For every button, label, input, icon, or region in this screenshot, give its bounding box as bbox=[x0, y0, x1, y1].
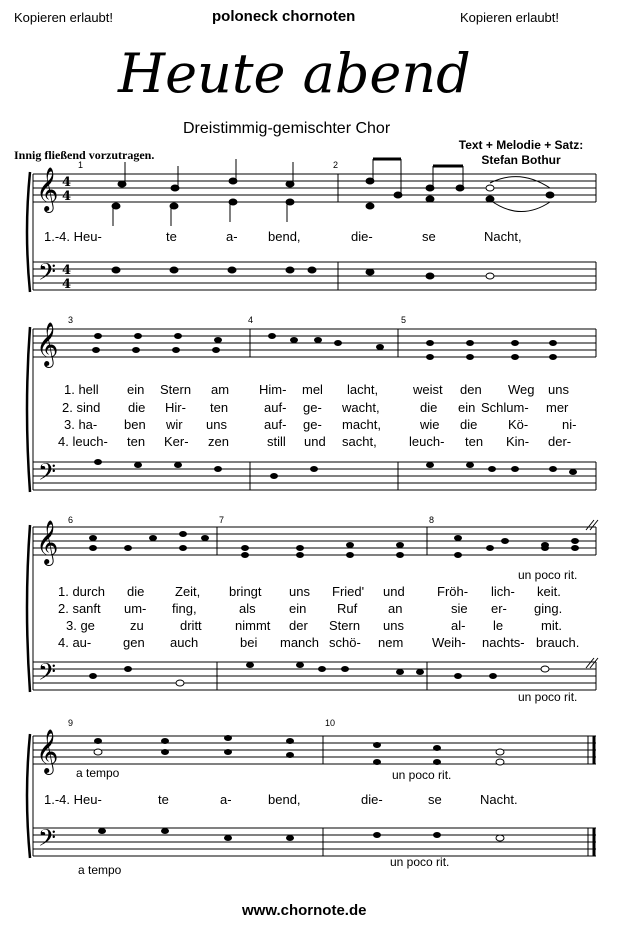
lyric-syllable: mit. bbox=[541, 618, 562, 633]
lyric-syllable: sacht, bbox=[342, 434, 377, 449]
lyric-syllable: an bbox=[388, 601, 403, 616]
lyric-syllable: die- bbox=[351, 229, 373, 244]
lyric-syllable: die bbox=[420, 400, 438, 415]
lyric-syllable: ten bbox=[465, 434, 484, 449]
lyric-syllable: te bbox=[166, 229, 177, 244]
svg-text:𝄢: 𝄢 bbox=[38, 658, 57, 691]
bar-number: 9 bbox=[68, 718, 74, 728]
svg-text:𝄞: 𝄞 bbox=[36, 322, 59, 366]
svg-text:𝄢: 𝄢 bbox=[38, 258, 57, 291]
tempo-marking: Innig fließend vorzutragen. bbox=[14, 148, 155, 162]
lyric-syllable: ein bbox=[458, 400, 476, 415]
lyric-syllable: wir bbox=[166, 417, 183, 432]
lyric-syllable: Fried' bbox=[332, 584, 365, 599]
svg-text:𝄢: 𝄢 bbox=[38, 824, 57, 857]
lyric-syllable: se bbox=[428, 792, 442, 807]
lyric-syllable: schö- bbox=[329, 635, 361, 650]
lyric-syllable: die- bbox=[361, 792, 383, 807]
lyric-syllable: Kin- bbox=[506, 434, 530, 449]
svg-text:𝄞: 𝄞 bbox=[36, 729, 59, 773]
bar-number: 5 bbox=[401, 315, 407, 325]
bar-number: 4 bbox=[248, 315, 254, 325]
lyric-syllable: leuch- bbox=[409, 434, 445, 449]
lyric-syllable: Weg bbox=[508, 382, 535, 397]
lyric-syllable: die bbox=[127, 584, 145, 599]
lyric-syllable: der- bbox=[548, 434, 572, 449]
lyric-syllable: bringt bbox=[229, 584, 262, 599]
bar-number: 3 bbox=[68, 315, 74, 325]
lyric-syllable: al- bbox=[451, 618, 466, 633]
lyric-syllable: 2. sind bbox=[62, 400, 101, 415]
lyric-syllable: er- bbox=[491, 601, 507, 616]
lyric-syllable: weist bbox=[413, 382, 443, 397]
lyric-syllable: Hir- bbox=[165, 400, 186, 415]
lyric-syllable: se bbox=[422, 229, 436, 244]
lyric-syllable: Stern bbox=[160, 382, 192, 397]
ritardando-marking: un poco rit. bbox=[518, 568, 578, 582]
system-4-bass-staff bbox=[33, 828, 596, 856]
lyric-syllable: uns bbox=[289, 584, 310, 599]
bar-number: 7 bbox=[219, 515, 225, 525]
lyric-syllable: te bbox=[158, 792, 169, 807]
lyric-syllable: auf- bbox=[264, 417, 287, 432]
lyric-syllable: 3. ge bbox=[66, 618, 95, 633]
lyric-syllable: Zeit, bbox=[175, 584, 201, 599]
lyric-syllable: ein bbox=[127, 382, 145, 397]
lyric-syllable: die bbox=[460, 417, 478, 432]
bar-number: 1 bbox=[78, 160, 84, 170]
lyric-syllable: 1.-4. Heu- bbox=[44, 792, 102, 807]
lyric-syllable: den bbox=[460, 382, 482, 397]
lyric-syllable: ten bbox=[127, 434, 146, 449]
lyric-syllable: ni- bbox=[562, 417, 577, 432]
lyric-syllable: 1. durch bbox=[58, 584, 105, 599]
svg-text:𝄞: 𝄞 bbox=[36, 167, 59, 211]
lyric-syllable: Weih- bbox=[432, 635, 466, 650]
lyric-syllable: wacht, bbox=[342, 400, 380, 415]
credit-line-1: Text + Melodie + Satz: bbox=[458, 138, 584, 152]
lyric-syllable: Ker- bbox=[164, 434, 189, 449]
lyric-syllable: Schlum- bbox=[481, 400, 529, 415]
lyric-syllable: als bbox=[239, 601, 256, 616]
lyric-syllable: a- bbox=[220, 792, 232, 807]
lyric-syllable: bei bbox=[240, 635, 258, 650]
system-3-treble-staff bbox=[33, 527, 596, 555]
lyric-syllable: 4. au- bbox=[58, 635, 92, 650]
lyric-syllable: still bbox=[267, 434, 286, 449]
svg-text:4: 4 bbox=[62, 189, 72, 204]
ritardando-marking: un poco rit. bbox=[392, 768, 452, 782]
system-4-treble-staff bbox=[33, 736, 596, 764]
lyric-syllable: ging. bbox=[534, 601, 563, 616]
lyric-syllable: ten bbox=[210, 400, 229, 415]
lyric-syllable: Ruf bbox=[337, 601, 358, 616]
lyric-syllable: bend, bbox=[268, 229, 301, 244]
lyric-syllable: auch bbox=[170, 635, 199, 650]
lyric-syllable: uns bbox=[383, 618, 404, 633]
footer-website[interactable]: www.chornote.de bbox=[242, 902, 367, 919]
bar-number: 2 bbox=[333, 160, 339, 170]
bar-number: 8 bbox=[429, 515, 435, 525]
system-3-bass-staff bbox=[33, 662, 596, 690]
lyric-syllable: zu bbox=[130, 618, 144, 633]
lyric-syllable: le bbox=[493, 618, 504, 633]
svg-text:4: 4 bbox=[62, 263, 72, 278]
lyric-syllable: nachts- bbox=[482, 635, 525, 650]
svg-text:𝄞: 𝄞 bbox=[36, 520, 59, 564]
bar-number: 6 bbox=[68, 515, 74, 525]
lyric-syllable: 1.-4. Heu- bbox=[44, 229, 102, 244]
lyric-syllable: Him- bbox=[259, 382, 287, 397]
lyric-syllable: brauch. bbox=[536, 635, 580, 650]
ritardando-marking: un poco rit. bbox=[390, 855, 450, 869]
lyric-syllable: um- bbox=[124, 601, 147, 616]
lyric-syllable: der bbox=[289, 618, 308, 633]
lyric-syllable: wie bbox=[420, 417, 440, 432]
lyric-syllable: die bbox=[128, 400, 146, 415]
copy-permitted-left: Kopieren erlaubt! bbox=[14, 10, 114, 25]
lyric-syllable: gen bbox=[123, 635, 145, 650]
ritardando-marking: un poco rit. bbox=[518, 690, 578, 704]
bar-number: 10 bbox=[325, 718, 336, 728]
lyric-syllable: am bbox=[211, 382, 230, 397]
lyric-syllable: Stern bbox=[329, 618, 361, 633]
lyric-syllable: mer bbox=[546, 400, 569, 415]
lyric-syllable: zen bbox=[208, 434, 229, 449]
publisher-name: poloneck chornoten bbox=[212, 8, 356, 25]
lyric-syllable: keit. bbox=[537, 584, 561, 599]
lyric-syllable: 4. leuch- bbox=[58, 434, 108, 449]
svg-text:𝄢: 𝄢 bbox=[38, 458, 57, 491]
lyric-syllable: ge- bbox=[303, 417, 322, 432]
lyric-syllable: bend, bbox=[268, 792, 301, 807]
lyric-syllable: und bbox=[304, 434, 326, 449]
lyric-syllable: uns bbox=[206, 417, 227, 432]
lyric-syllable: a- bbox=[226, 229, 238, 244]
lyric-syllable: auf- bbox=[264, 400, 287, 415]
credit-line-2: Stefan Bothur bbox=[481, 153, 561, 167]
lyric-syllable: Nacht. bbox=[480, 792, 518, 807]
lyric-syllable: manch bbox=[280, 635, 320, 650]
lyric-syllable: Kö- bbox=[508, 417, 529, 432]
copy-permitted-right: Kopieren erlaubt! bbox=[460, 10, 560, 25]
lyric-syllable: uns bbox=[548, 382, 569, 397]
lyric-syllable: lacht, bbox=[347, 382, 379, 397]
song-subtitle: Dreistimmig-gemischter Chor bbox=[183, 120, 391, 137]
a-tempo-marking: a tempo bbox=[78, 863, 122, 877]
lyric-syllable: ge- bbox=[303, 400, 322, 415]
lyric-syllable: lich- bbox=[491, 584, 515, 599]
lyric-syllable: ein bbox=[289, 601, 307, 616]
svg-text:4: 4 bbox=[62, 277, 72, 292]
lyric-syllable: dritt bbox=[180, 618, 202, 633]
lyric-syllable: macht, bbox=[342, 417, 382, 432]
lyric-syllable: nimmt bbox=[235, 618, 271, 633]
lyric-syllable: sie bbox=[451, 601, 468, 616]
lyric-syllable: fing, bbox=[172, 601, 197, 616]
lyric-syllable: 1. hell bbox=[64, 382, 99, 397]
lyric-syllable: 2. sanft bbox=[58, 601, 101, 616]
lyric-syllable: ben bbox=[124, 417, 146, 432]
lyric-syllable: Nacht, bbox=[484, 229, 522, 244]
a-tempo-marking: a tempo bbox=[76, 766, 120, 780]
svg-text:4: 4 bbox=[62, 175, 72, 190]
song-title: Heute abend bbox=[118, 42, 471, 105]
lyric-syllable: 3. ha- bbox=[64, 417, 98, 432]
lyric-syllable: mel bbox=[302, 382, 323, 397]
lyric-syllable: nem bbox=[378, 635, 404, 650]
lyric-syllable: und bbox=[383, 584, 405, 599]
system-1-treble-staff bbox=[33, 174, 596, 202]
system-1-bass-staff bbox=[33, 262, 596, 290]
lyric-syllable: Fröh- bbox=[437, 584, 469, 599]
